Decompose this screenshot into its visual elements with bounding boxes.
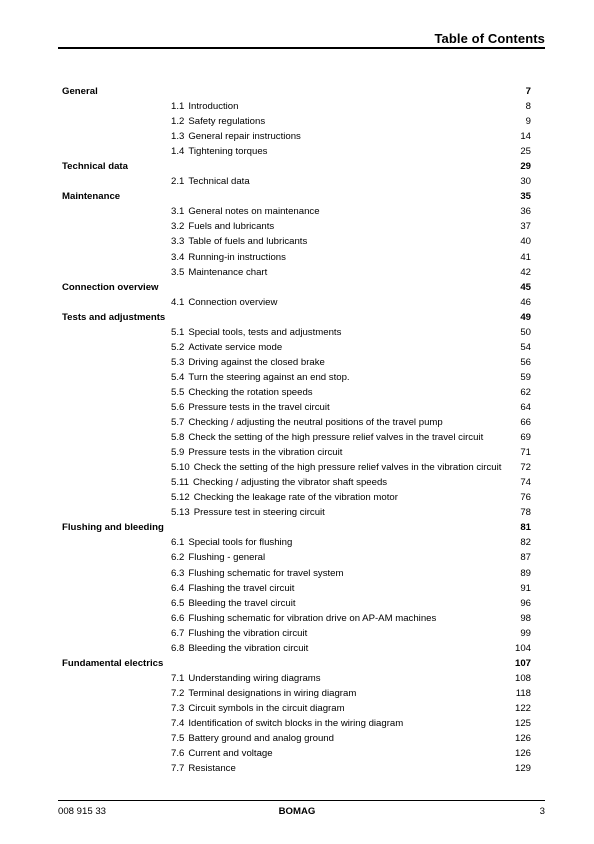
toc-section-number: 2.1 xyxy=(171,176,185,188)
toc-title-text: Terminal designations in wiring diagram xyxy=(188,687,357,699)
toc-entry-title xyxy=(62,280,159,295)
toc-section-number: 5.6 xyxy=(171,401,185,413)
toc-title-text: Bleeding the vibration circuit xyxy=(188,642,309,654)
toc-section-row[interactable] xyxy=(0,761,594,776)
toc-page-number: 36 xyxy=(520,206,531,218)
toc-page-number: 42 xyxy=(520,266,531,278)
toc-page-number: 8 xyxy=(525,101,531,113)
toc-page-number: 89 xyxy=(520,567,531,579)
toc-chapter-row[interactable] xyxy=(0,310,594,325)
toc-entry-title xyxy=(171,475,387,490)
toc-section-row[interactable] xyxy=(0,370,594,385)
toc-entry-title xyxy=(171,204,320,219)
toc-title-text: Safety regulations xyxy=(188,116,266,128)
toc-entry-title xyxy=(171,686,356,701)
toc-section-row[interactable] xyxy=(0,340,594,355)
toc-entry-title xyxy=(171,370,350,385)
toc-entry-title xyxy=(171,611,436,626)
toc-section-number: 6.8 xyxy=(171,642,185,654)
toc-section-row[interactable] xyxy=(0,626,594,641)
toc-entry-title xyxy=(171,701,345,716)
toc-entry-title xyxy=(171,129,301,144)
toc-entry-title xyxy=(171,581,294,596)
toc-title-text: Understanding wiring diagrams xyxy=(188,672,321,684)
toc-page-number: 64 xyxy=(520,401,531,413)
toc-section-number: 5.11 xyxy=(171,477,189,489)
toc-entry-title xyxy=(62,159,128,174)
page-header-title: Table of Contents xyxy=(434,31,545,46)
toc-page-number: 122 xyxy=(514,702,531,714)
toc-title-text: Checking the leakage rate of the vibration motor xyxy=(193,492,398,504)
toc-section-row[interactable] xyxy=(0,475,594,490)
toc-title-text: Driving against the closed brake xyxy=(188,356,325,368)
toc-section-number: 7.5 xyxy=(171,733,185,745)
toc-section-row[interactable] xyxy=(0,234,594,249)
toc-section-number: 1.3 xyxy=(171,131,185,143)
toc-title-text: Checking / adjusting the neutral positions of the travel pump xyxy=(188,417,443,429)
table-of-contents xyxy=(0,84,594,776)
toc-title-text: Connection overview xyxy=(188,296,278,308)
toc-section-number: 3.5 xyxy=(171,266,185,278)
toc-title-text: Running-in instructions xyxy=(188,251,286,263)
toc-page-number: 76 xyxy=(520,492,531,504)
toc-section-row[interactable] xyxy=(0,204,594,219)
toc-page-number: 104 xyxy=(514,642,531,654)
toc-title-text: Fuels and lubricants xyxy=(188,221,275,233)
toc-entry-title xyxy=(62,520,164,535)
toc-title-text: General xyxy=(62,86,98,97)
toc-title-text: Pressure tests in the travel circuit xyxy=(188,401,330,413)
toc-section-row[interactable] xyxy=(0,746,594,761)
toc-section-row[interactable] xyxy=(0,250,594,265)
toc-section-number: 7.2 xyxy=(171,687,185,699)
toc-page-number: 62 xyxy=(520,386,531,398)
toc-section-number: 7.4 xyxy=(171,717,185,729)
toc-section-row[interactable] xyxy=(0,219,594,234)
toc-title-text: Introduction xyxy=(188,101,239,113)
toc-page-number: 99 xyxy=(520,627,531,639)
toc-title-text: Tests and adjustments xyxy=(62,311,166,323)
toc-section-row[interactable] xyxy=(0,460,594,475)
toc-page-number: 25 xyxy=(520,146,531,158)
toc-section-number: 3.3 xyxy=(171,236,185,248)
toc-entry-title xyxy=(171,641,308,656)
toc-title-text: Activate service mode xyxy=(188,341,283,353)
footer-brand: BOMAG xyxy=(278,806,316,817)
toc-page-number: 108 xyxy=(514,672,531,684)
toc-entry-title xyxy=(62,656,163,671)
toc-title-text: Pressure tests in the vibration circuit xyxy=(188,447,343,459)
toc-entry-title xyxy=(62,84,98,99)
toc-section-row[interactable] xyxy=(0,535,594,550)
toc-section-row[interactable] xyxy=(0,550,594,565)
toc-section-number: 7.6 xyxy=(171,748,185,760)
toc-page-number: 71 xyxy=(520,447,531,459)
toc-section-number: 6.4 xyxy=(171,582,185,594)
toc-title-text: Check the setting of the high pressure relief valves in the travel circuit xyxy=(188,432,484,444)
toc-page-number: 7 xyxy=(525,86,531,97)
toc-page-number: 69 xyxy=(520,432,531,444)
toc-entry-title xyxy=(171,626,307,641)
toc-entry-title xyxy=(171,671,321,686)
toc-section-row[interactable] xyxy=(0,671,594,686)
toc-entry-title xyxy=(171,430,483,445)
toc-entry-title xyxy=(171,219,274,234)
toc-page-number: 50 xyxy=(520,326,531,338)
toc-page-number: 129 xyxy=(514,763,531,775)
toc-chapter-row[interactable] xyxy=(0,159,594,174)
toc-entry-title xyxy=(62,189,120,204)
footer-rule xyxy=(58,800,545,801)
toc-section-number: 5.7 xyxy=(171,417,185,429)
toc-page-number: 78 xyxy=(520,507,531,519)
toc-page-number: 81 xyxy=(520,522,531,534)
toc-section-number: 7.7 xyxy=(171,763,185,775)
toc-section-row[interactable] xyxy=(0,641,594,656)
toc-section-row[interactable] xyxy=(0,701,594,716)
toc-section-row[interactable] xyxy=(0,490,594,505)
toc-section-number: 6.6 xyxy=(171,612,185,624)
toc-title-text: Technical data xyxy=(62,161,128,173)
toc-title-text: Flushing - general xyxy=(188,552,266,564)
toc-title-text: Checking the rotation speeds xyxy=(188,386,313,398)
toc-section-number: 5.1 xyxy=(171,326,185,338)
toc-title-text: Maintenance chart xyxy=(188,266,268,278)
toc-entry-title xyxy=(171,716,403,731)
toc-entry-title xyxy=(171,596,296,611)
toc-section-number: 7.1 xyxy=(171,672,185,684)
toc-section-row[interactable] xyxy=(0,325,594,340)
toc-section-number: 6.2 xyxy=(171,552,185,564)
toc-title-text: Pressure test in steering circuit xyxy=(193,507,325,519)
toc-title-text: General notes on maintenance xyxy=(188,206,320,218)
toc-entry-title xyxy=(62,310,165,325)
toc-title-text: Maintenance xyxy=(62,191,121,203)
toc-page-number: 35 xyxy=(520,191,531,203)
footer-doc-number: 008 915 33 xyxy=(58,806,107,817)
toc-page-number: 66 xyxy=(520,417,531,429)
toc-section-number: 6.5 xyxy=(171,597,185,609)
toc-entry-title xyxy=(171,445,342,460)
toc-title-text: Identification of switch blocks in the wiring diagram xyxy=(188,717,404,729)
toc-page-number: 87 xyxy=(520,552,531,564)
toc-entry-title xyxy=(171,746,273,761)
toc-section-number: 6.3 xyxy=(171,567,185,579)
toc-title-text: Check the setting of the high pressure relief valves in the vibration circuit xyxy=(193,462,502,474)
toc-section-row[interactable] xyxy=(0,430,594,445)
toc-page-number: 30 xyxy=(520,176,531,188)
toc-entry-title xyxy=(171,265,267,280)
toc-page-number: 74 xyxy=(520,477,531,489)
toc-page-number: 45 xyxy=(520,281,531,293)
toc-entry-title xyxy=(171,731,334,746)
toc-chapter-row[interactable] xyxy=(0,84,594,99)
toc-title-text: Special tools for flushing xyxy=(188,537,293,549)
toc-title-text: Flushing the vibration circuit xyxy=(188,627,308,639)
toc-section-number: 5.5 xyxy=(171,386,185,398)
toc-section-row[interactable] xyxy=(0,385,594,400)
toc-page-number: 126 xyxy=(514,748,531,760)
toc-entry-title xyxy=(171,325,341,340)
toc-page-number: 37 xyxy=(520,221,531,233)
toc-section-row[interactable] xyxy=(0,611,594,626)
toc-section-row[interactable] xyxy=(0,716,594,731)
toc-section-number: 4.1 xyxy=(171,296,185,308)
toc-entry-title xyxy=(171,144,267,159)
toc-section-number: 5.4 xyxy=(171,371,185,383)
toc-title-text: Bleeding the travel circuit xyxy=(188,597,296,609)
toc-section-number: 5.9 xyxy=(171,447,185,459)
toc-title-text: Table of fuels and lubricants xyxy=(188,236,308,248)
toc-section-row[interactable] xyxy=(0,505,594,520)
toc-entry-title xyxy=(171,505,325,520)
toc-page-number: 14 xyxy=(520,131,531,143)
toc-page-number: 56 xyxy=(520,356,531,368)
toc-title-text: Technical data xyxy=(188,176,250,188)
toc-entry-title xyxy=(171,295,277,310)
toc-entry-title xyxy=(171,385,313,400)
toc-section-number: 5.2 xyxy=(171,341,185,353)
toc-page-number: 41 xyxy=(520,251,531,263)
toc-chapter-row[interactable] xyxy=(0,189,594,204)
toc-entry-title xyxy=(171,761,236,776)
toc-section-number: 5.8 xyxy=(171,432,185,444)
toc-page-number: 125 xyxy=(514,717,531,729)
toc-page-number: 54 xyxy=(520,341,531,353)
toc-section-number: 1.1 xyxy=(171,101,185,113)
toc-entry-title xyxy=(171,250,286,265)
toc-title-text: Fundamental electrics xyxy=(62,657,164,669)
toc-title-text: Current and voltage xyxy=(188,748,273,760)
toc-section-row[interactable] xyxy=(0,295,594,310)
toc-section-number: 5.3 xyxy=(171,356,185,368)
toc-title-text: General repair instructions xyxy=(188,131,301,143)
toc-title-text: Tightening torques xyxy=(188,146,268,158)
toc-title-text: Flashing the travel circuit xyxy=(188,582,295,594)
toc-section-number: 3.1 xyxy=(171,206,185,218)
toc-section-number: 6.7 xyxy=(171,627,185,639)
toc-section-row[interactable] xyxy=(0,174,594,189)
toc-section-row[interactable] xyxy=(0,686,594,701)
toc-section-row[interactable] xyxy=(0,114,594,129)
toc-section-row[interactable] xyxy=(0,415,594,430)
toc-page-number: 118 xyxy=(515,687,531,699)
toc-page-number: 9 xyxy=(525,116,531,128)
toc-section-row[interactable] xyxy=(0,129,594,144)
toc-page-number: 98 xyxy=(520,612,531,624)
toc-page-number: 82 xyxy=(520,537,531,549)
toc-title-text: Flushing schematic for travel system xyxy=(188,567,344,579)
toc-section-row[interactable] xyxy=(0,596,594,611)
toc-title-text: Checking / adjusting the vibrator shaft speeds xyxy=(192,477,388,489)
toc-section-number: 6.1 xyxy=(171,537,185,549)
toc-entry-title xyxy=(171,114,265,129)
toc-section-row[interactable] xyxy=(0,566,594,581)
toc-page-number: 107 xyxy=(514,657,531,669)
toc-entry-title xyxy=(171,415,443,430)
toc-section-number: 5.12 xyxy=(171,492,190,504)
toc-entry-title xyxy=(171,566,344,581)
toc-section-row[interactable] xyxy=(0,581,594,596)
toc-chapter-row[interactable] xyxy=(0,280,594,295)
toc-entry-title xyxy=(171,340,282,355)
toc-page-number: 59 xyxy=(520,371,531,383)
toc-page-number: 126 xyxy=(514,733,531,745)
toc-page-number: 96 xyxy=(520,597,531,609)
toc-page-number: 46 xyxy=(520,296,531,308)
toc-chapter-row[interactable] xyxy=(0,520,594,535)
toc-page-number: 49 xyxy=(520,311,531,323)
toc-entry-title xyxy=(171,550,265,565)
toc-entry-title xyxy=(171,174,250,189)
toc-section-row[interactable] xyxy=(0,265,594,280)
toc-title-text: Connection overview xyxy=(62,281,159,293)
toc-section-number: 1.4 xyxy=(171,146,185,158)
toc-entry-title xyxy=(171,99,238,114)
toc-chapter-row[interactable] xyxy=(0,656,594,671)
toc-page-number: 29 xyxy=(520,161,531,173)
toc-section-number: 7.3 xyxy=(171,702,185,714)
toc-section-number: 3.2 xyxy=(171,221,185,233)
toc-entry-title xyxy=(171,490,398,505)
toc-section-row[interactable] xyxy=(0,400,594,415)
toc-title-text: Special tools, tests and adjustments xyxy=(188,326,342,338)
toc-page-number: 72 xyxy=(520,462,531,474)
toc-title-text: Flushing schematic for vibration drive on AP-AM machines xyxy=(188,612,437,624)
toc-entry-title xyxy=(171,460,501,475)
toc-section-number: 5.13 xyxy=(171,507,190,519)
toc-entry-title xyxy=(171,234,307,249)
toc-section-row[interactable] xyxy=(0,445,594,460)
toc-page-number: 40 xyxy=(520,236,531,248)
toc-section-row[interactable] xyxy=(0,355,594,370)
toc-section-row[interactable] xyxy=(0,144,594,159)
header-rule xyxy=(58,47,545,49)
toc-title-text: Turn the steering against an end stop. xyxy=(188,371,350,383)
toc-title-text: Circuit symbols in the circuit diagram xyxy=(188,702,345,714)
footer-page-number: 3 xyxy=(539,806,545,817)
toc-title-text: Battery ground and analog ground xyxy=(188,733,334,745)
toc-page-number: 91 xyxy=(520,582,531,594)
toc-entry-title xyxy=(171,355,325,370)
toc-title-text: Resistance xyxy=(188,763,236,775)
toc-entry-title xyxy=(171,535,292,550)
toc-title-text: Flushing and bleeding xyxy=(62,522,164,534)
toc-section-row[interactable] xyxy=(0,99,594,114)
toc-section-row[interactable] xyxy=(0,731,594,746)
toc-section-number: 1.2 xyxy=(171,116,185,128)
toc-section-number: 3.4 xyxy=(171,251,185,263)
toc-entry-title xyxy=(171,400,330,415)
toc-section-number: 5.10 xyxy=(171,462,190,474)
